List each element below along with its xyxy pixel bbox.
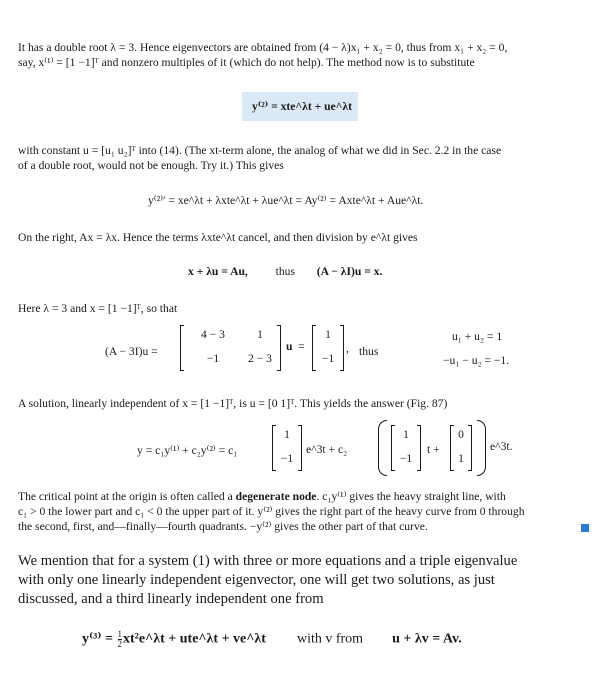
paragraph-cancel [18,230,590,245]
right-bracket [417,425,421,471]
text-line: discussed, and a third linearly independent one from [18,591,324,607]
thus-word: thus [359,345,379,358]
text-line: of a double root, would not be enough. Try it.) This gives [18,159,284,172]
paragraph-double-root [18,40,590,70]
text-line: A solution, linearly independent of x = [1 −1]ᵀ, is u = [0 1]ᵀ. This yields the answer (Fig. 87) [18,397,448,410]
vector-entry: −1 [399,452,413,465]
relation-right: (A − λI)u = x. [316,265,383,278]
text-line: the second, first, and—finally—fourth quadrants. −y⁽²⁾ gives the other part of that curve. [18,520,428,533]
left-paren [378,420,387,476]
vector-entry: 1 [403,428,409,441]
paragraph-triple-eigenvalue [18,552,590,609]
equals-sign: = [298,340,305,353]
matrix-entry: 1 [257,328,263,341]
derivative-equation: y⁽²⁾′ = xe^λt + λxte^λt + λue^λt = Ay⁽²⁾ = Axte^λt + Aue^λt. [148,194,424,207]
fraction-denominator: 2 [117,639,123,649]
right-paren [477,420,486,476]
ansatz-equation: y⁽²⁾ = xte^λt + ue^λt [252,100,352,113]
matrix-lhs: (A − 3I)u = [105,345,158,358]
right-bracket [468,425,472,471]
third-solution-equation [82,630,462,649]
text-line: Here λ = 3 and x = [1 −1]ᵀ, so that [18,302,178,315]
right-bracket [277,325,281,371]
system-line-1: u₁ + u₂ = 1 [452,330,503,343]
one-half-fraction [118,630,123,649]
vector-entry: 1 [458,452,464,465]
relation-thus: thus [275,265,295,278]
solution-lhs: y = c₁y⁽¹⁾ + c₂y⁽²⁾ = c₁ [137,444,238,457]
exp-term-1: e^3t + c₂ [306,443,348,456]
fraction-numerator: 1 [117,629,123,639]
right-bracket [340,325,344,371]
term-degenerate-node: degenerate node [235,490,317,503]
end-of-example-marker [581,524,589,532]
text-line: with only one linearly independent eigenvector, one will get two solutions, as just [18,572,495,588]
vector-entry: −1 [280,452,294,465]
matrix-entry: 2 − 3 [248,352,272,365]
t-plus: t + [427,443,440,456]
left-bracket [180,325,184,371]
text-line: On the right, Ax = λx. Hence the terms λxte^λt cancel, and then division by e^λt gives [18,231,418,244]
text-span: The critical point at the origin is often called a [18,490,236,503]
system-line-2: −u₁ − u₂ = −1. [443,354,510,367]
third-lhs: y⁽³⁾ = [82,631,114,647]
comma: , [346,342,349,355]
vector-entry: −1 [321,352,335,365]
paragraph-constant-u [18,143,590,173]
text-span: . c₁y⁽¹⁾ gives the heavy straight line, with [316,490,506,503]
text-line: c₁ > 0 the lower part and c₁ < 0 the upper part of it. y⁽²⁾ gives the right part of the heavy curve from 0 through [18,505,525,518]
vector-u: u [286,340,293,353]
vector-entry: 0 [458,428,464,441]
text-line: with constant u = [u₁ u₂]ᵀ into (14). (The xt-term alone, the analog of what we did in Sec. 2.2 in the case [18,144,502,157]
with-v-from: with v from [296,631,364,647]
paragraph-here-lambda [18,301,590,316]
right-bracket [298,425,302,471]
v-condition: u + λv = Av. [392,631,462,647]
paragraph-degenerate-node [18,489,590,534]
vector-entry: 1 [284,428,290,441]
relation-left: x + λu = Au, [188,265,248,278]
matrix-entry: −1 [206,352,220,365]
exp-term-2: e^3t. [490,440,513,453]
third-rest: xt²e^λt + ute^λt + ve^λt [123,631,266,647]
highlighted-equation-box [242,92,358,121]
text-line: We mention that for a system (1) with three or more equations and a triple eigenvalue [18,553,518,569]
paragraph-solution [18,396,590,411]
text-line [18,489,590,504]
vector-entry: 1 [325,328,331,341]
relation-equation [188,265,382,278]
text-line: say, x⁽¹⁾ = [1 −1]ᵀ and nonzero multiples of it (which do not help). The method now is to substitute [18,56,475,69]
text-line: It has a double root λ = 3. Hence eigenvectors are obtained from (4 − λ)x₁ + x₂ = 0, thus from x₁ + x₂ = 0, [18,41,508,54]
matrix-entry: 4 − 3 [201,328,225,341]
